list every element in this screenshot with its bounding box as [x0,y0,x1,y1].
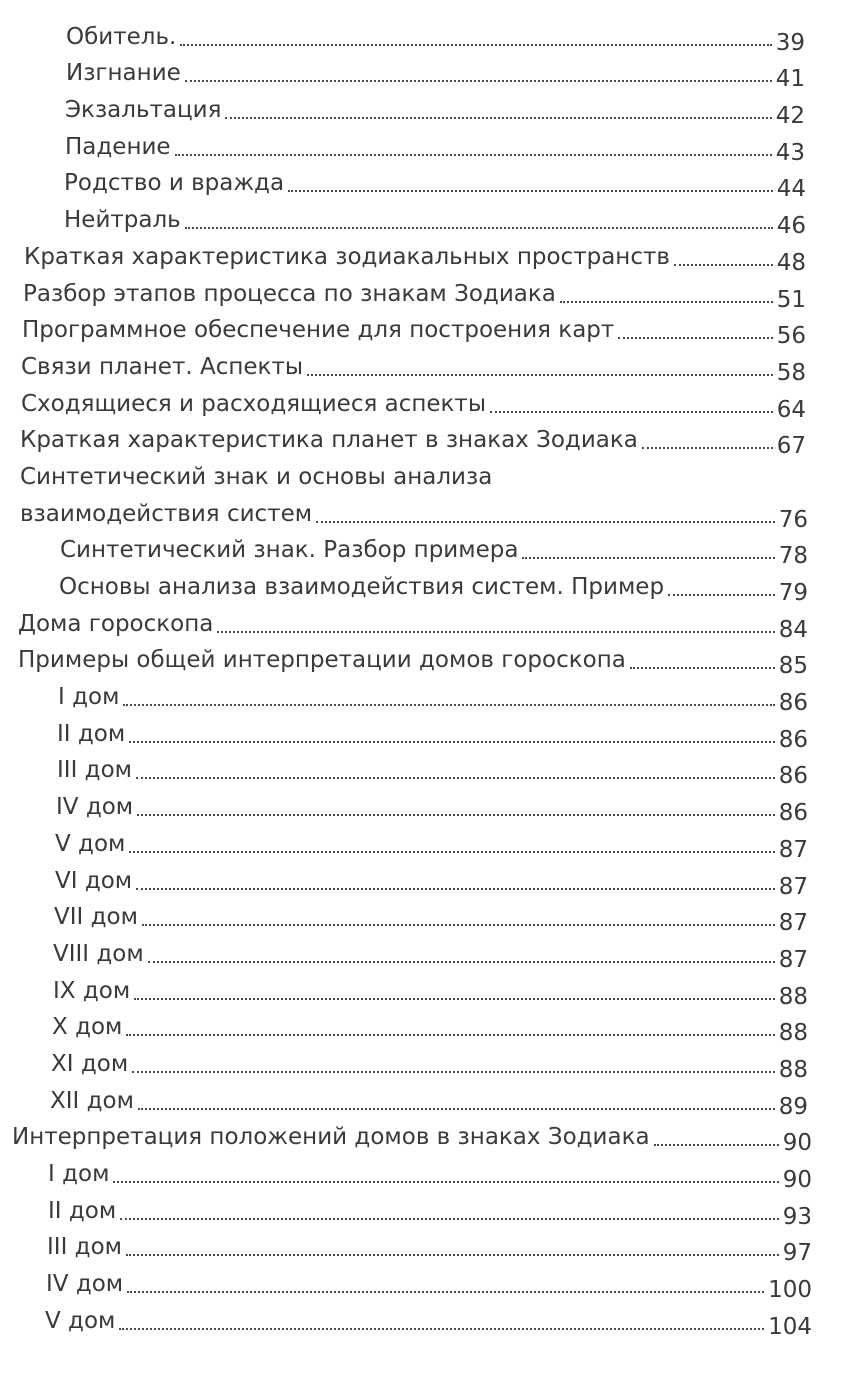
toc-entry[interactable] [0,314,806,351]
toc-entry[interactable] [0,1084,808,1121]
dot-leader [127,1291,764,1293]
toc-entry-title: Синтетический знак. Разбор примера [60,537,519,564]
toc-entry-page: 86 [778,690,808,717]
dot-leader [137,814,775,816]
toc-entry[interactable] [0,167,806,204]
toc-entry[interactable] [0,901,808,938]
toc-entry-title: V дом [55,830,126,857]
toc-entry[interactable] [0,203,806,240]
toc-entry[interactable] [0,93,805,130]
toc-entry[interactable] [0,974,808,1011]
toc-entry[interactable] [0,1267,812,1304]
toc-entry-page: 86 [778,726,808,753]
toc-entry[interactable] [0,130,805,167]
toc-entry-title: III дом [47,1234,122,1261]
toc-entry-page: 89 [778,1093,808,1120]
toc-entry-title: I дом [58,684,120,711]
toc-entry[interactable] [0,1231,812,1268]
toc-entry-page: 76 [778,506,808,533]
toc-entry-title: XII дом [50,1087,134,1114]
toc-entry-page: 64 [776,396,806,423]
toc-entry-title: Дома гороскопа [18,610,214,637]
dot-leader [148,961,775,963]
dot-leader [630,667,775,669]
toc-entry-title: Экзальтация [65,97,222,124]
toc-entry-title: Основы анализа взаимодействия систем. Пример [59,574,665,600]
dot-leader [180,44,771,46]
dot-leader [185,80,772,82]
toc-entry-page: 90 [782,1167,812,1193]
dot-leader [522,557,774,559]
toc-entry[interactable] [0,1304,812,1341]
dot-leader [126,1254,779,1256]
toc-entry[interactable] [0,570,808,607]
toc-entry[interactable] [0,1157,812,1194]
toc-entry-page: 58 [776,359,806,386]
toc-entry-title: V дом [45,1307,116,1334]
toc-entry-page: 86 [778,800,808,827]
toc-entry[interactable] [0,1121,812,1158]
dot-leader [185,227,773,229]
toc-entry-title: VII дом [54,904,138,931]
toc-entry[interactable] [0,827,808,864]
toc-entry[interactable] [0,1194,812,1231]
toc-entry-title: XI дом [51,1050,129,1077]
toc-entry[interactable] [0,1047,808,1084]
toc-entry[interactable] [0,277,806,314]
dot-leader [288,190,773,192]
dot-leader [134,998,775,1000]
toc-entry-page: 104 [768,1313,812,1340]
dot-leader [113,1181,778,1183]
toc-entry-title: II дом [57,720,126,747]
toc-entry-page: 87 [778,836,808,863]
toc-entry-title: Разбор этапов процесса по знакам Зодиака [23,280,556,307]
toc-entry-title: IV дом [56,794,134,821]
toc-entry[interactable] [0,424,806,461]
toc-entry-page: 39 [775,29,805,56]
dot-leader [560,301,773,303]
toc-entry-page: 79 [778,580,808,606]
toc-entry-page: 67 [776,433,806,460]
toc-entry[interactable] [0,754,808,791]
toc-entry-title: VIII дом [53,940,144,967]
toc-entry-title: Родство и вражда [64,170,285,197]
toc-entry-title: Синтетический знак и основы анализа [20,463,493,490]
toc-entry-page: 46 [776,213,806,240]
toc-entry-page: 56 [776,323,806,350]
toc-entry-title: Программное обеспечение для построения карт [22,317,615,344]
toc-entry[interactable] [0,717,808,754]
toc-entry-page: 78 [778,543,808,570]
toc-entry-title: Краткая характеристика зодиакальных пространств [24,243,670,270]
dot-leader [136,777,775,779]
dot-leader [217,631,774,633]
toc-entry-page: 87 [778,946,808,973]
toc-entry[interactable] [0,1011,808,1048]
toc-entry[interactable] [0,497,808,534]
dot-leader [618,337,772,339]
toc-entry-title: VI дом [55,867,133,894]
toc-entry-title: взаимодействия систем [20,500,313,527]
toc-entry-title: Краткая характеристика планет в знаках Зодиака [20,427,638,454]
dot-leader [129,741,775,743]
dot-leader [142,924,775,926]
dot-leader [307,374,773,376]
toc-entry[interactable] [0,57,805,94]
toc-entry[interactable] [0,607,808,644]
dot-leader [642,447,773,449]
toc-entry-title: IX дом [53,977,131,1004]
toc-entry-page: 43 [775,139,805,166]
toc-entry-title: III дом [57,757,132,784]
toc-entry-page: 85 [778,653,808,680]
dot-leader [668,594,775,596]
toc-entry-page: 87 [778,873,808,900]
toc-entry-page: 88 [778,1020,808,1047]
dot-leader [316,521,775,523]
toc-entry-page: 93 [782,1203,812,1230]
dot-leader [132,1071,775,1073]
dot-leader [225,117,771,119]
toc-entry-page: 88 [778,1056,808,1083]
toc-entry-page: 100 [768,1277,812,1304]
toc-entry-title: Обитель. [66,23,177,50]
table-of-contents [0,20,845,1341]
toc-entry[interactable] [0,350,806,387]
toc-entry-title: Нейтраль [64,207,181,234]
toc-entry-page: 86 [778,763,808,790]
toc-entry[interactable] [0,387,806,424]
toc-entry-title: Интерпретация положений домов в знаках Зодиака [12,1124,650,1151]
toc-entry[interactable] [0,240,806,277]
dot-leader [175,154,772,156]
toc-entry[interactable] [0,937,808,974]
toc-entry[interactable] [0,864,808,901]
toc-entry[interactable] [0,20,805,57]
toc-entry-page: 88 [778,983,808,1010]
dot-leader [674,264,773,266]
dot-leader [138,1108,775,1110]
toc-entry-title: Примеры общей интерпретации домов гороскопа [18,647,626,674]
dot-leader [490,411,773,413]
toc-entry-page: 41 [775,66,805,93]
toc-entry-page: 87 [778,910,808,937]
toc-entry-title: Связи планет. Аспекты [21,353,303,380]
toc-entry-page: 90 [782,1130,812,1157]
dot-leader [119,1328,764,1330]
toc-entry-title: I дом [48,1161,110,1187]
toc-entry-page: 97 [782,1240,812,1267]
dot-leader [654,1144,779,1146]
toc-entry-title: Изгнание [66,60,181,87]
toc-entry-title: II дом [48,1197,117,1224]
toc-entry[interactable] [0,644,808,681]
toc-entry-page: 84 [778,616,808,643]
toc-entry-title: Сходящиеся и расходящиеся аспекты [21,390,486,417]
toc-entry[interactable] [0,790,808,827]
toc-entry-page: 42 [775,103,805,130]
toc-entry-title: Падение [65,133,171,160]
dot-leader [120,1218,779,1220]
dot-leader [129,851,774,853]
toc-entry[interactable] [0,460,808,497]
dot-leader [136,888,775,890]
toc-entry-page: 48 [776,249,806,276]
dot-leader [126,1034,774,1036]
toc-entry[interactable] [0,680,808,717]
toc-entry-page: 51 [776,286,806,313]
dot-leader [123,704,774,706]
toc-entry-page: 44 [776,176,806,203]
toc-entry[interactable] [0,534,808,571]
toc-entry-title: X дом [52,1014,123,1041]
toc-entry-title: IV дом [46,1271,124,1298]
